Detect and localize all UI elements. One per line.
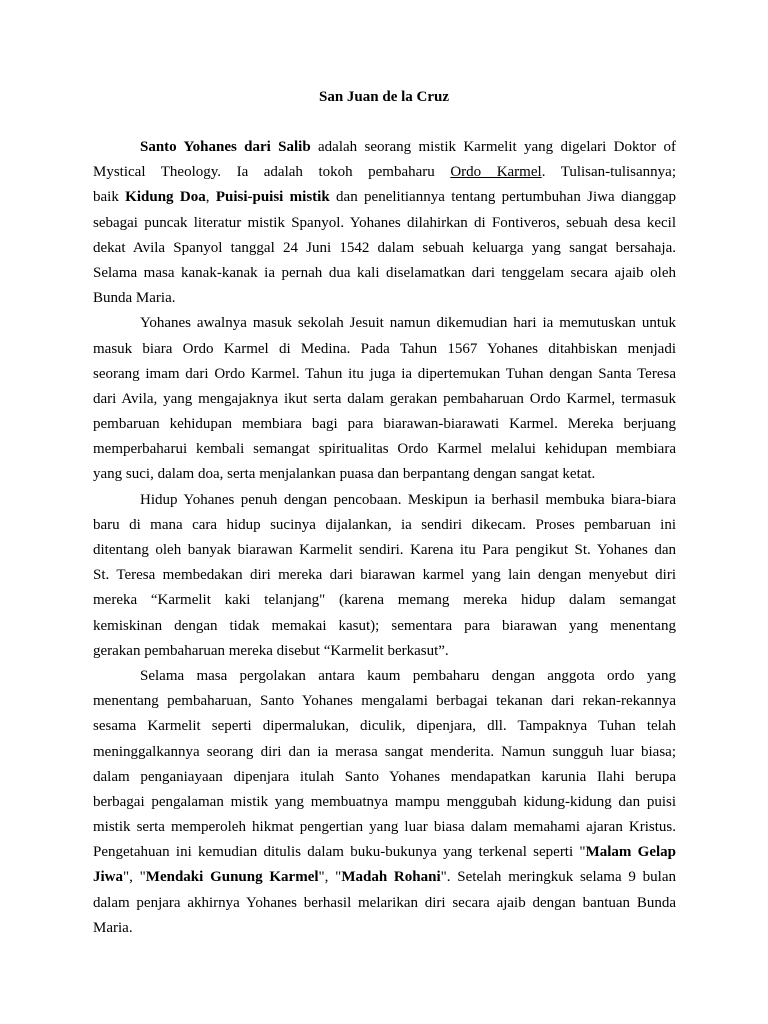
text-line: dalam penganiayaan dipenjara itulah Santo Yohanes mendapatkan karunia Ilahi berupa (93, 768, 676, 785)
document-body (93, 135, 676, 941)
text-line (93, 185, 676, 210)
text-run: ", " (123, 869, 146, 886)
text-run: ". Setelah meringkuk selama 9 bulan (440, 869, 676, 886)
bold-phrase: Santo Yohanes dari Salib (140, 139, 311, 155)
text-line: seorang imam dari Ordo Karmel. Tahun itu juga ia dipertemukan Tuhan dengan Santa Teresa (93, 365, 676, 382)
bold-phrase: Jiwa (93, 869, 123, 886)
text-line: dari Avila, yang mengajaknya ikut serta dalam gerakan pembaharuan Ordo Karmel, termasuk (93, 390, 676, 407)
text-line: Selama masa pergolakan antara kaum pembaharu dengan anggota ordo yang (140, 667, 676, 684)
text-line: Hidup Yohanes penuh dengan pencobaan. Meskipun ia berhasil membuka biara-biara (140, 491, 676, 508)
text-line: St. Teresa membedakan diri mereka dari biarawan karmel yang lain dengan menyebut diri (93, 567, 676, 584)
text-line: pembaruan kehidupan membiara bagi para biarawan-biarawati Karmel. Mereka berjuang (93, 416, 676, 433)
text-line: ditentang oleh banyak biarawan Karmelit sendiri. Karena itu Para pengikut St. Yohanes dan (93, 542, 676, 558)
text-line (93, 865, 676, 890)
bold-phrase: Puisi-puisi mistik (215, 189, 330, 206)
text-line: masuk biara Ordo Karmel di Medina. Pada Tahun 1567 Yohanes ditahbiskan menjadi (93, 340, 676, 357)
bold-phrase: Malam Gelap (585, 844, 677, 861)
paragraph-3 (93, 488, 676, 664)
text-run: dan penelitiannya tentang pertumbuhan Jiwa dianggap (329, 189, 676, 206)
text-run: adalah seorang mistik Karmelit yang digelari Doktor of (310, 139, 676, 155)
paragraph-4 (93, 664, 676, 941)
text-line: kemiskinan dengan tidak memakai kasut); sementara para biarawan yang menentang (93, 617, 676, 634)
text-line: menentang pembaharuan, Santo Yohanes mengalami berbagai tekanan dari rekan-rekannya (93, 693, 676, 710)
paragraph-2 (93, 311, 676, 487)
bold-phrase: Kidung Doa (125, 189, 206, 206)
text-line: Maria. (93, 919, 133, 936)
text-run: baik (93, 189, 126, 206)
paragraph-1 (93, 135, 676, 311)
text-line: gerakan pembaharuan mereka disebut “Karmelit berkasut”. (93, 642, 449, 659)
text-line: baru di mana cara hidup sucinya dijalankan, ia sendiri dikecam. Proses pembaruan ini (93, 516, 676, 533)
text-line: mistik serta memperoleh hikmat pengertian yang luar biasa dalam memahami ajaran Kristus. (93, 819, 676, 836)
text-line (93, 840, 676, 865)
text-run: , (205, 189, 216, 206)
text-line (93, 160, 676, 185)
text-line: sebagai puncak literatur mistik Spanyol. Yohanes dilahirkan di Fontiveros, sebuah desa kecil (93, 214, 676, 231)
text-line (93, 135, 676, 160)
text-line: dekat Avila Spanyol tanggal 24 Juni 1542 dalam sebuah keluarga yang sangat bersahaja. (93, 239, 676, 256)
text-line: meninggalkannya seorang diri dan ia merasa sangat menderita. Namun sungguh luar biasa; (93, 743, 676, 760)
text-line: berbagai pengalaman mistik yang membuatnya mampu menggubah kidung-kidung dan puisi (93, 793, 676, 810)
text-line: dalam penjara akhirnya Yohanes berhasil melarikan diri secara ajaib dengan bantuan Bunda (93, 894, 676, 911)
text-run: . Tulisan-tulisannya; (541, 164, 676, 181)
text-run: Mystical Theology. Ia adalah tokoh pembaharu (93, 164, 451, 181)
text-line: memperbaharui kembali semangat spiritualitas Ordo Karmel melalui kehidupan membiara (93, 441, 676, 458)
text-run: Pengetahuan ini kemudian ditulis dalam buku-bukunya yang terkenal seperti " (93, 844, 586, 861)
bold-phrase: Madah Rohani (341, 869, 441, 886)
text-line: Yohanes awalnya masuk sekolah Jesuit namun dikemudian hari ia memutuskan untuk (140, 315, 676, 332)
text-line: mereka “Karmelit kaki telanjang" (karena memang mereka hidup dalam semangat (93, 592, 676, 609)
text-line: Bunda Maria. (93, 290, 176, 307)
ordo-karmel-link[interactable]: Ordo Karmel (450, 164, 542, 181)
text-run: ", " (318, 869, 342, 886)
document-title: San Juan de la Cruz (318, 89, 450, 105)
text-line: yang suci, dalam doa, serta menjalankan puasa dan berpantang dengan sangat ketat. (93, 466, 596, 483)
text-line: Selama masa kanak-kanak ia pernah dua kali diselamatkan dari tenggelam secara ajaib oleh (93, 264, 676, 281)
bold-phrase: Mendaki Gunung Karmel (145, 869, 319, 886)
text-line: sesama Karmelit seperti dipermalukan, diculik, dipenjara, dll. Tampaknya Tuhan telah (93, 718, 676, 735)
